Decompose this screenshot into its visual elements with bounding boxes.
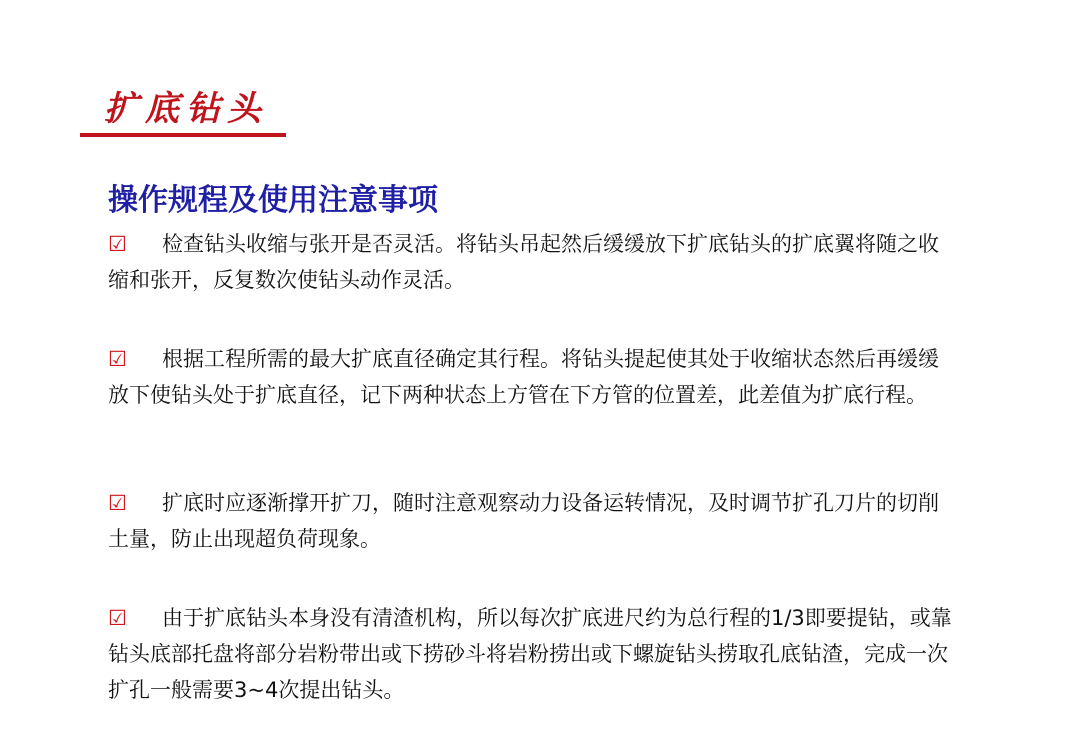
title-underline [80, 133, 286, 137]
list-item-text: 根据工程所需的最大扩底直径确定其行程。将钻头提起使其处于收缩状态然后再缓缓放下使钻头处于扩底直径，记下两种状态上方管在下方管的位置差，此差值为扩底行程。 [108, 347, 939, 407]
slide-title: 扩底钻头 [104, 89, 268, 129]
section-heading: 操作规程及使用注意事项 [108, 183, 438, 218]
checkbox-checked-icon: ☑ [108, 347, 127, 371]
checkbox-checked-icon: ☑ [108, 232, 127, 256]
list-item-text: 扩底时应逐渐撑开扩刀，随时注意观察动力设备运转情况，及时调节扩孔刀片的切削土量，防止出现超负荷现象。 [108, 491, 939, 551]
checkbox-checked-icon: ☑ [108, 606, 127, 630]
list-item [108, 226, 953, 298]
list-item [108, 600, 953, 708]
list-item-text: 检查钻头收缩与张开是否灵活。将钻头吊起然后缓缓放下扩底钻头的扩底翼将随之收缩和张开，反复数次使钻头动作灵活。 [108, 232, 939, 292]
list-item [108, 485, 953, 557]
list-item [108, 341, 953, 413]
checkbox-checked-icon: ☑ [108, 491, 127, 515]
list-item-text: 由于扩底钻头本身没有清渣机构，所以每次扩底进尺约为总行程的1/3即要提钻，或靠钻头底部托盘将部分岩粉带出或下捞砂斗将岩粉捞出或下螺旋钻头捞取孔底钻渣，完成一次扩孔一般需要3~4次提出钻头。 [108, 606, 952, 702]
